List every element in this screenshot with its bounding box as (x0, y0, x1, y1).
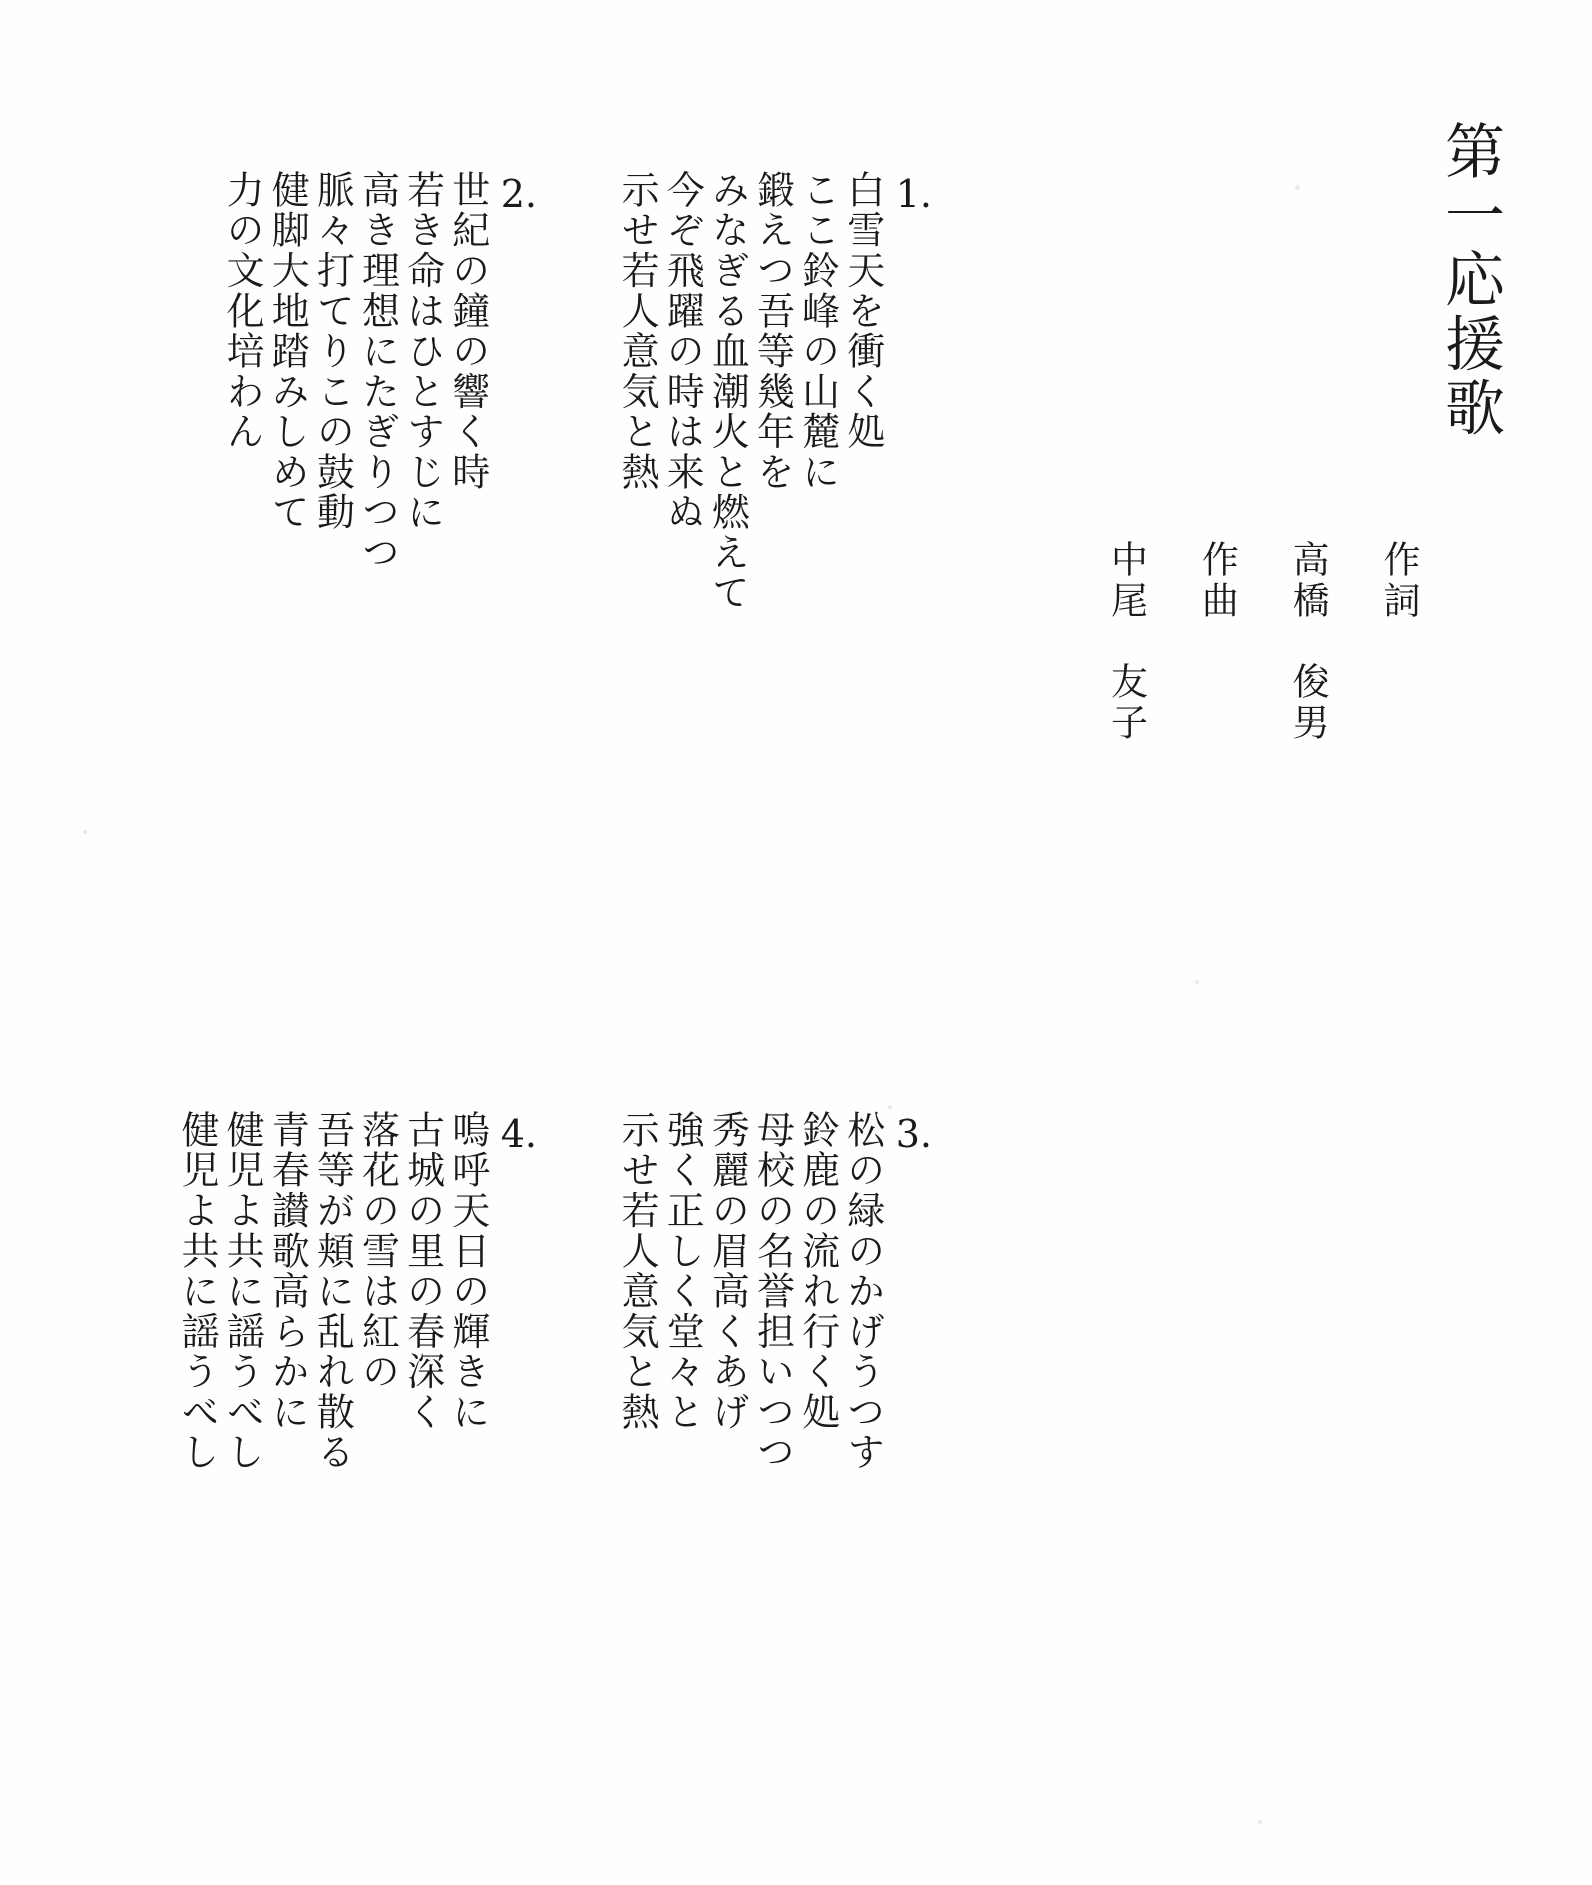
paper-speck (888, 1105, 892, 1109)
verse-lines (220, 170, 490, 573)
verse-lines (615, 1110, 885, 1473)
verse-4 (174, 1110, 537, 1473)
verse-line: 吾等が頬に乱れ散る (310, 1110, 355, 1473)
verse-line: 古城の里の春深く (400, 1110, 445, 1433)
paper-speck (1258, 1820, 1262, 1824)
verse-line: 脈々打てりこの鼓動 (310, 170, 355, 533)
paper-speck (1195, 980, 1199, 984)
verse-line: 健児よ共に謡うべし (174, 1110, 219, 1473)
credit-composer: 作曲 (1195, 540, 1239, 622)
verse-2 (222, 170, 537, 573)
verse-lines (615, 170, 885, 614)
verse-line: 世紀の鐘の響く時 (445, 170, 490, 493)
credit-composer-name: 中尾 友子 (1104, 540, 1148, 744)
credit-lyricist (1377, 540, 1420, 744)
verse-line: 秀麗の眉高くあげ (705, 1110, 750, 1433)
verse-1 (617, 170, 932, 613)
verse-line: 鈴鹿の流れ行く処 (795, 1110, 840, 1433)
verse-3 (617, 1110, 932, 1473)
verse-number: 2. (500, 172, 537, 216)
verse-line: 強く正しく堂々と (660, 1110, 705, 1433)
verse-line: 鍛えつ吾等幾年を (750, 170, 795, 493)
verse-line: 今ぞ飛躍の時は来ぬ (660, 170, 705, 533)
verse-line: 示せ若人意気と熱 (615, 170, 660, 493)
verse-line: 落花の雪は紅の (355, 1110, 400, 1392)
verse-number: 4. (500, 1112, 537, 1156)
verse-line: 母校の名誉担いつつ (750, 1110, 795, 1473)
credits-block (1104, 540, 1420, 744)
verse-number: 3. (895, 1112, 932, 1156)
verse-line: 白雪天を衝く処 (840, 170, 885, 452)
verse-lines (174, 1110, 490, 1473)
verse-line: みなぎる血潮火と燃えて (705, 170, 750, 614)
paper-speck (83, 830, 87, 834)
page-title: 第一応援歌 (1435, 120, 1505, 441)
verse-line: 健児よ共に謡うべし (220, 1110, 265, 1473)
verse-line: 若き命はひとすじに (400, 170, 445, 533)
verse-line: 力の文化培わん (220, 170, 265, 452)
paper-speck (1295, 185, 1300, 190)
verse-line: 高き理想にたぎりつつ (355, 170, 400, 573)
verse-line: ここ鈴峰の山麓に (795, 170, 840, 493)
verse-line: 松の緑のかげうつす (840, 1110, 885, 1473)
verse-line: 示せ若人意気と熱 (615, 1110, 660, 1433)
verse-line: 健脚大地踏みしめて (265, 170, 310, 533)
credit-lyricist-text: 作詞 (1377, 540, 1420, 622)
verse-line: 嗚呼天日の輝きに (445, 1110, 490, 1433)
credit-lyricist-name: 高橋 俊男 (1286, 540, 1330, 744)
verse-line: 青春讃歌高らかに (265, 1110, 310, 1433)
verse-number: 1. (895, 172, 932, 216)
